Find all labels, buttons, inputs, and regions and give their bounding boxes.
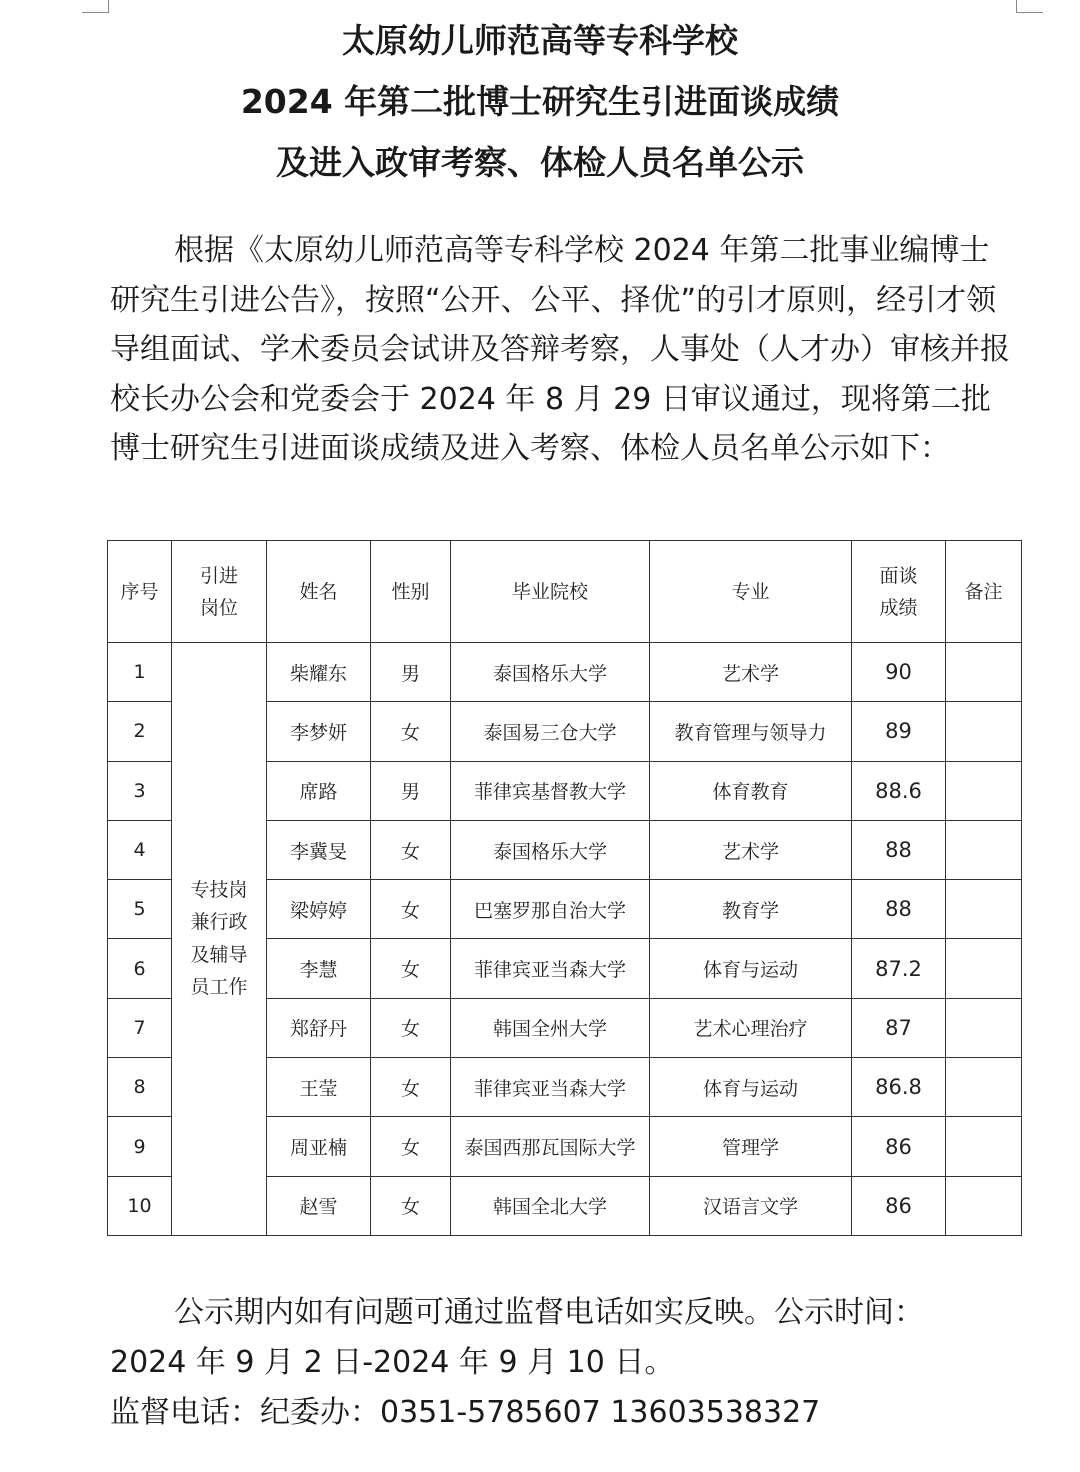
cell-score: 89	[852, 702, 946, 761]
results-table	[107, 540, 1022, 1236]
cell-school: 韩国全北大学	[451, 1176, 650, 1235]
cell-index: 8	[108, 1058, 172, 1117]
cell-index: 1	[108, 643, 172, 702]
table-header-row	[108, 541, 1022, 643]
cell-score: 86.8	[852, 1058, 946, 1117]
notice-paragraph: 公示期内如有问题可通过监督电话如实反映。公示时间：	[174, 1295, 924, 1330]
post-line3: 及辅导	[190, 943, 248, 966]
cell-remark	[946, 820, 1022, 879]
cell-remark	[946, 939, 1022, 998]
header-name: 姓名	[267, 541, 371, 643]
cell-remark	[946, 643, 1022, 702]
cell-gender: 女	[371, 1117, 451, 1176]
header-post	[172, 541, 267, 643]
post-line2: 兼行政	[190, 911, 248, 934]
cell-index: 4	[108, 820, 172, 879]
cell-score: 88	[852, 880, 946, 939]
cell-remark	[946, 1117, 1022, 1176]
intro-paragraph: 根据《太原幼儿师范高等专科学校 2024 年第二批事业编博士研究生引进公告》，按照“公开、公平、择优”的引才原则，经引才领导组面试、学术委员会试讲及答辩考察，人事处（人才办）审核并报校长办公会和党委会于 2024 年 8 月 29 日审议通过，现将第二批博士研究生引进面谈成绩及进入考察、体检人员名单公示如下：	[110, 233, 1010, 466]
cell-index: 3	[108, 761, 172, 820]
cell-name: 柴耀东	[267, 643, 371, 702]
cell-school: 菲律宾基督教大学	[451, 761, 650, 820]
cell-school: 菲律宾亚当森大学	[451, 1058, 650, 1117]
cell-major: 教育管理与领导力	[650, 702, 852, 761]
cell-gender: 女	[371, 702, 451, 761]
cell-name: 郑舒丹	[267, 998, 371, 1057]
cell-name: 梁婷婷	[267, 880, 371, 939]
post-line4: 员工作	[190, 976, 248, 999]
cell-index: 9	[108, 1117, 172, 1176]
header-score	[852, 541, 946, 643]
post-line1: 专技岗	[190, 878, 248, 901]
title-line-2: 2024 年第二批博士研究生引进面谈成绩	[240, 82, 840, 121]
cell-school: 泰国易三仓大学	[451, 702, 650, 761]
cell-name: 席路	[267, 761, 371, 820]
header-post-line2: 岗位	[199, 596, 238, 619]
cell-name: 李慧	[267, 939, 371, 998]
cell-major: 教育学	[650, 880, 852, 939]
cell-index: 5	[108, 880, 172, 939]
cell-remark	[946, 761, 1022, 820]
cell-major: 体育与运动	[650, 939, 852, 998]
cell-name: 王莹	[267, 1058, 371, 1117]
cell-major: 管理学	[650, 1117, 852, 1176]
cell-school: 泰国西那瓦国际大学	[451, 1117, 650, 1176]
cell-index: 10	[108, 1176, 172, 1235]
cell-score: 88	[852, 820, 946, 879]
cell-major: 艺术学	[650, 820, 852, 879]
cell-score: 86	[852, 1117, 946, 1176]
header-score-line2: 成绩	[879, 596, 918, 619]
cell-score: 86	[852, 1176, 946, 1235]
cell-major: 艺术学	[650, 643, 852, 702]
cell-remark	[946, 1176, 1022, 1235]
title-line-1: 太原幼儿师范高等专科学校	[342, 21, 738, 60]
header-gender: 性别	[371, 541, 451, 643]
cell-score: 90	[852, 643, 946, 702]
cell-gender: 男	[371, 643, 451, 702]
cell-name: 李梦妍	[267, 702, 371, 761]
cell-index: 6	[108, 939, 172, 998]
cell-remark	[946, 880, 1022, 939]
cell-gender: 女	[371, 820, 451, 879]
cell-gender: 女	[371, 939, 451, 998]
cell-school: 菲律宾亚当森大学	[451, 939, 650, 998]
notice-dates: 2024 年 9 月 2 日-2024 年 9 月 10 日。	[110, 1345, 675, 1380]
cell-remark	[946, 702, 1022, 761]
cell-score: 88.6	[852, 761, 946, 820]
header-school: 毕业院校	[451, 541, 650, 643]
cell-major: 艺术心理治疗	[650, 998, 852, 1057]
cell-major: 体育与运动	[650, 1058, 852, 1117]
cell-school: 韩国全州大学	[451, 998, 650, 1057]
cell-major: 汉语言文学	[650, 1176, 852, 1235]
cell-name: 周亚楠	[267, 1117, 371, 1176]
cell-gender: 女	[371, 880, 451, 939]
cell-remark	[946, 1058, 1022, 1117]
cell-score: 87.2	[852, 939, 946, 998]
table-row	[108, 643, 1022, 702]
cell-school: 巴塞罗那自治大学	[451, 880, 650, 939]
cell-name: 赵雪	[267, 1176, 371, 1235]
header-post-line1: 引进	[199, 564, 238, 587]
cell-name: 李冀旻	[267, 820, 371, 879]
supervision-phone: 监督电话：纪委办：0351-5785607 13603538327	[110, 1395, 821, 1430]
header-score-line1: 面谈	[879, 564, 918, 587]
cell-gender: 女	[371, 1176, 451, 1235]
cell-index: 2	[108, 702, 172, 761]
cell-score: 87	[852, 998, 946, 1057]
cell-major: 体育教育	[650, 761, 852, 820]
header-index: 序号	[108, 541, 172, 643]
cell-gender: 女	[371, 998, 451, 1057]
cell-gender: 男	[371, 761, 451, 820]
cell-school: 泰国格乐大学	[451, 820, 650, 879]
cell-remark	[946, 998, 1022, 1057]
cell-school: 泰国格乐大学	[451, 643, 650, 702]
cell-gender: 女	[371, 1058, 451, 1117]
cell-index: 7	[108, 998, 172, 1057]
header-remark: 备注	[946, 541, 1022, 643]
cell-post	[172, 643, 267, 1236]
title-line-3: 及进入政审考察、体检人员名单公示	[276, 143, 804, 182]
header-major: 专业	[650, 541, 852, 643]
